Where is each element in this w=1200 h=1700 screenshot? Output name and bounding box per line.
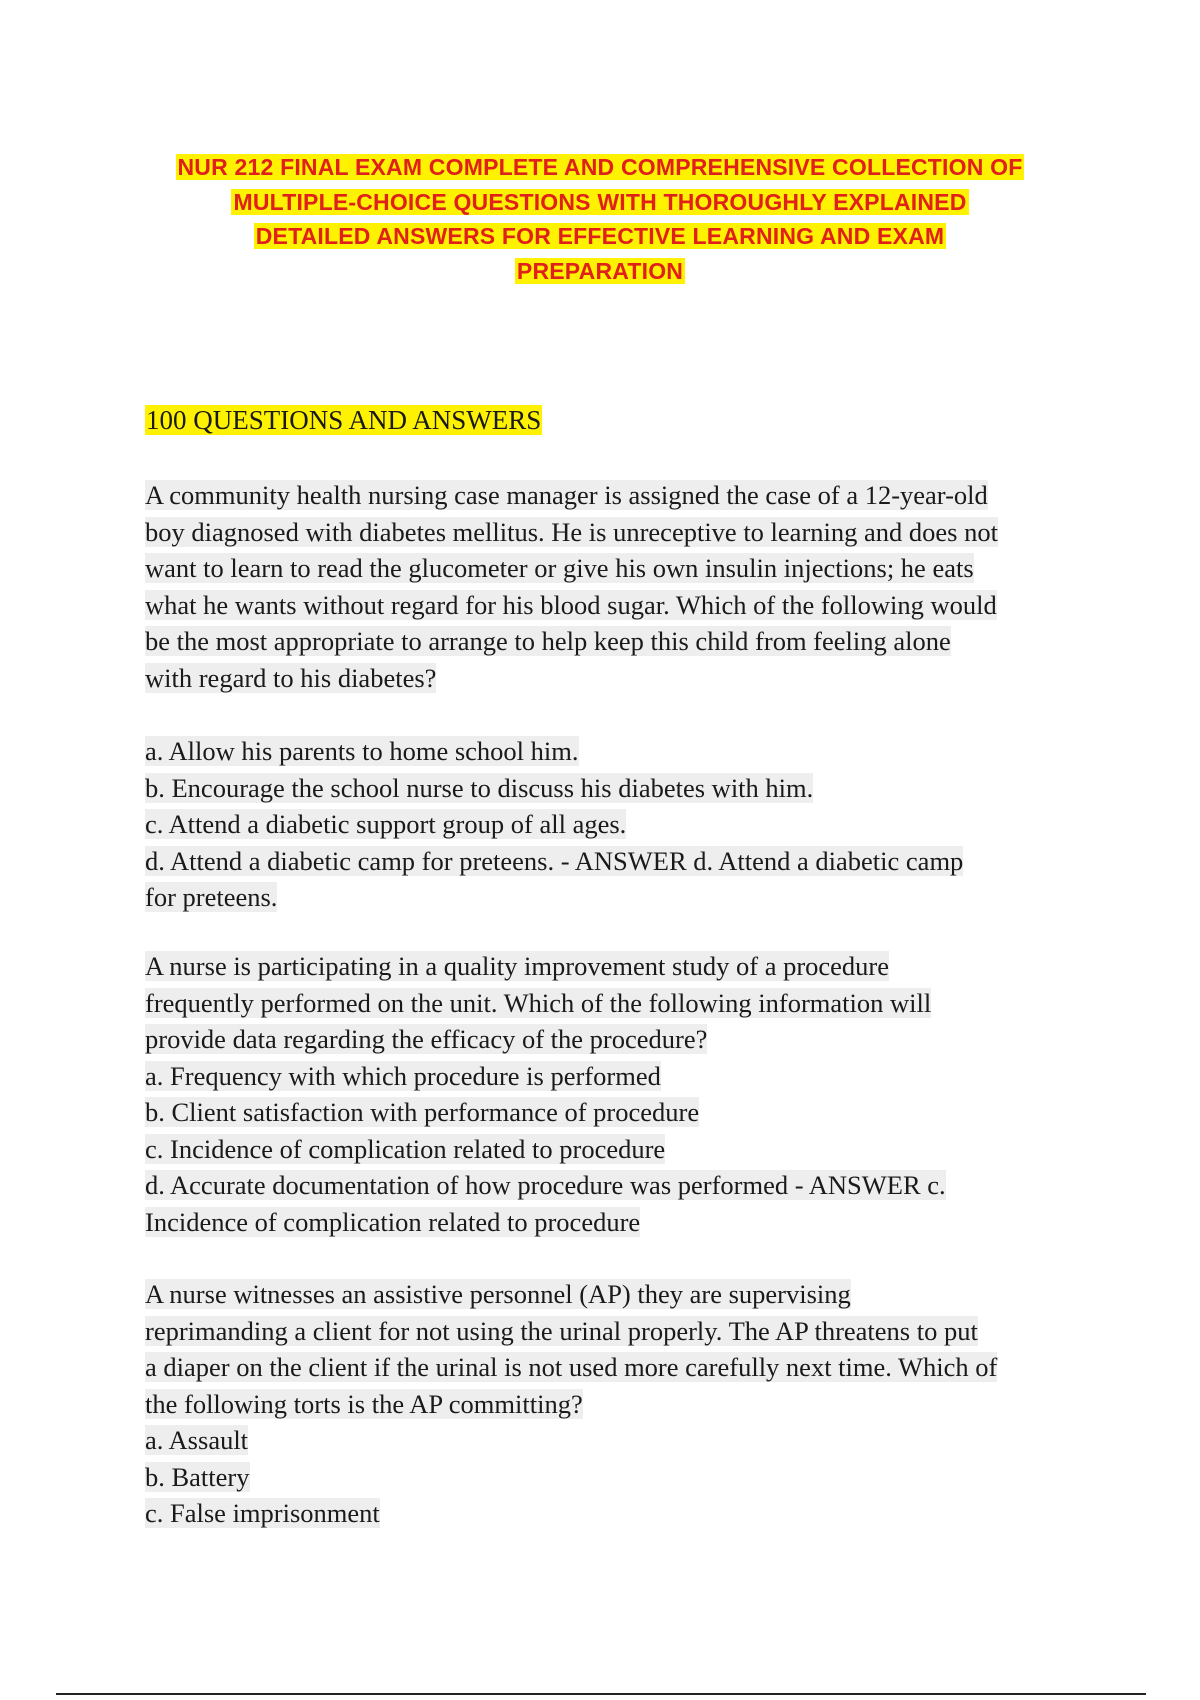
question-text-line: reprimanding a client for not using the urinal properly. The AP threatens to put: [145, 1315, 978, 1346]
answer-option: a. Allow his parents to home school him.: [145, 736, 579, 766]
answer-option: b. Battery: [145, 1461, 250, 1492]
answer-option: a. Assault: [145, 1425, 249, 1455]
question-text-line: what he wants without regard for his blood sugar. Which of the following would: [145, 589, 997, 620]
question-text-line: the following torts is the AP committing?: [145, 1388, 583, 1419]
document-title: [140, 150, 1060, 288]
answer-option: d. Accurate documentation of how procedure was performed - ANSWER c.: [145, 1170, 946, 1200]
title-line: DETAILED ANSWERS FOR EFFECTIVE LEARNING AND EXAM: [255, 223, 945, 249]
answer-option: c. False imprisonment: [145, 1498, 380, 1528]
question-text-line: be the most appropriate to arrange to help keep this child from feeling alone: [145, 626, 951, 656]
answer-option: c. Attend a diabetic support group of all ages.: [145, 809, 627, 839]
question-3: [145, 1276, 1080, 1532]
title-line: PREPARATION: [516, 257, 684, 284]
answer-option: c. Incidence of complication related to procedure: [145, 1133, 666, 1164]
answer-option: Incidence of complication related to procedure: [145, 1206, 641, 1237]
question-text-line: want to learn to read the glucometer or give his own insulin injections; he eats: [145, 553, 974, 583]
title-line: NUR 212 FINAL EXAM COMPLETE AND COMPREHENSIVE COLLECTION OF: [177, 154, 1023, 180]
question-text-line: A nurse witnesses an assistive personnel (AP) they are supervising: [145, 1279, 851, 1309]
title-line: MULTIPLE-CHOICE QUESTIONS WITH THOROUGHLY EXPLAINED: [233, 188, 967, 215]
question-text-line: boy diagnosed with diabetes mellitus. He is unreceptive to learning and does not: [145, 516, 998, 547]
page-bottom-rule: [56, 1693, 1146, 1695]
question-text-line: A community health nursing case manager is assigned the case of a 12-year-old: [145, 480, 988, 510]
question-text-line: frequently performed on the unit. Which of the following information will: [145, 987, 932, 1018]
question-text-line: a diaper on the client if the urinal is not used more carefully next time. Which of: [145, 1352, 998, 1382]
answer-option: a. Frequency with which procedure is performed: [145, 1060, 661, 1091]
question-text-line: provide data regarding the efficacy of the procedure?: [145, 1024, 708, 1054]
question-1-stem: [145, 477, 1080, 696]
question-1-options: [145, 733, 1080, 916]
question-text-line: with regard to his diabetes?: [145, 662, 437, 693]
answer-option: b. Encourage the school nurse to discuss his diabetes with him.: [145, 772, 814, 803]
answer-option: d. Attend a diabetic camp for preteens. - ANSWER d. Attend a diabetic camp: [145, 845, 964, 876]
question-2: [145, 948, 1080, 1240]
answer-option: for preteens.: [145, 882, 278, 912]
section-heading: 100 QUESTIONS AND ANSWERS: [146, 405, 542, 435]
answer-option: b. Client satisfaction with performance of procedure: [145, 1097, 700, 1127]
question-text-line: A nurse is participating in a quality improvement study of a procedure: [145, 951, 890, 981]
